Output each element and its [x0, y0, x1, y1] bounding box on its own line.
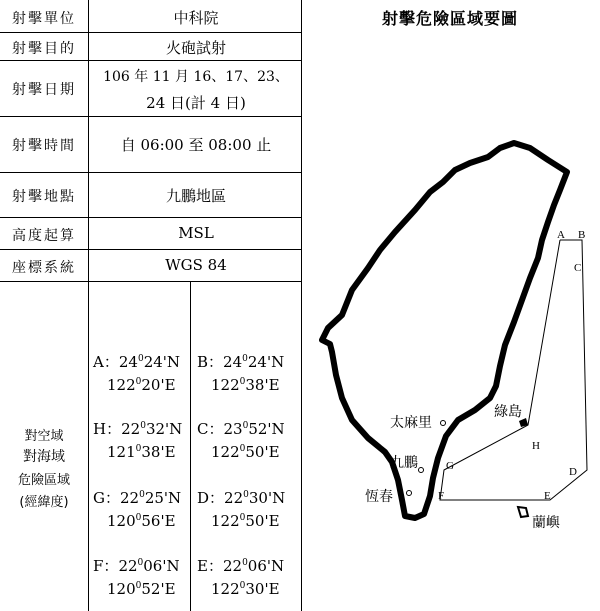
row-label: 高度起算 [12, 228, 76, 244]
coords-divider-mid [190, 281, 191, 611]
point-label-F: F [438, 490, 445, 502]
row-value: MSL [178, 224, 214, 242]
table-row [0, 172, 302, 218]
row-value: 106 年 11 月 16、17、23、 [103, 69, 289, 85]
place-jiupeng: 九鵬 [390, 455, 418, 471]
point-label-A: A [557, 229, 565, 241]
jiupeng-dot [419, 468, 424, 473]
row-value: WGS 84 [165, 256, 227, 274]
side-label: (經緯度) [19, 495, 69, 510]
table-row [0, 116, 302, 173]
coord-G: G：$22^025'N$ $120^056'E$ [93, 489, 182, 530]
coords-divider-left [88, 281, 89, 611]
point-label-D: D [569, 466, 577, 478]
point-label-G: G [446, 460, 454, 472]
danger-zone-polygon [440, 240, 587, 500]
orchid-island [518, 507, 528, 517]
point-label-C: C [574, 262, 582, 274]
coord-B: B：$24^024'N$ $122^038'E$ [197, 353, 285, 394]
row-value: 自 06:00 至 08:00 止 [120, 136, 272, 154]
point-label-B: B [578, 229, 586, 241]
row-label: 射擊單位 [12, 11, 76, 27]
table-row [0, 249, 302, 282]
side-label: 對海域 [23, 449, 65, 465]
row-value: 中科院 [173, 9, 219, 27]
table-row [0, 0, 302, 33]
point-label-E: E [544, 490, 551, 502]
point-label-H: H [532, 440, 540, 452]
row-value: 24 日(計 4 日) [146, 94, 246, 112]
row-label: 射擊地點 [12, 189, 76, 205]
row-label: 射擊目的 [12, 41, 76, 57]
table-row [0, 217, 302, 250]
taimali-dot [441, 421, 446, 426]
coord-A: A：$24^024'N$ $122^020'E$ [93, 353, 181, 394]
side-label: 對空域 [24, 429, 64, 444]
row-label: 射擊日期 [12, 82, 76, 98]
place-taimali: 太麻里 [390, 415, 432, 431]
row-label: 座標系統 [12, 260, 76, 276]
row-value: 火砲試射 [165, 39, 226, 57]
coord-D: D：$22^030'N$ $122^050'E$ [197, 489, 286, 530]
coord-F: F：$22^006'N$ $120^052'E$ [93, 557, 180, 598]
row-label: 射擊時間 [12, 138, 76, 154]
taiwan-outline [322, 143, 567, 518]
coord-H: H：$22^032'N$ $121^038'E$ [93, 420, 183, 461]
coord-E: E：$22^006'N$ $122^030'E$ [197, 557, 285, 598]
table-row [0, 32, 302, 61]
row-value: 九鵬地區 [165, 187, 226, 205]
coord-C: C：$23^052'N$ $122^050'E$ [197, 420, 285, 461]
map-title: 射擊危險區域要圖 [381, 9, 518, 28]
table-row [0, 60, 302, 117]
place-orchid-island: 蘭嶼 [532, 515, 560, 531]
place-green-island: 綠島 [494, 404, 522, 420]
hengchun-dot [407, 491, 412, 496]
place-hengchun: 恆春 [365, 489, 393, 505]
side-label: 危險區域 [17, 473, 70, 488]
